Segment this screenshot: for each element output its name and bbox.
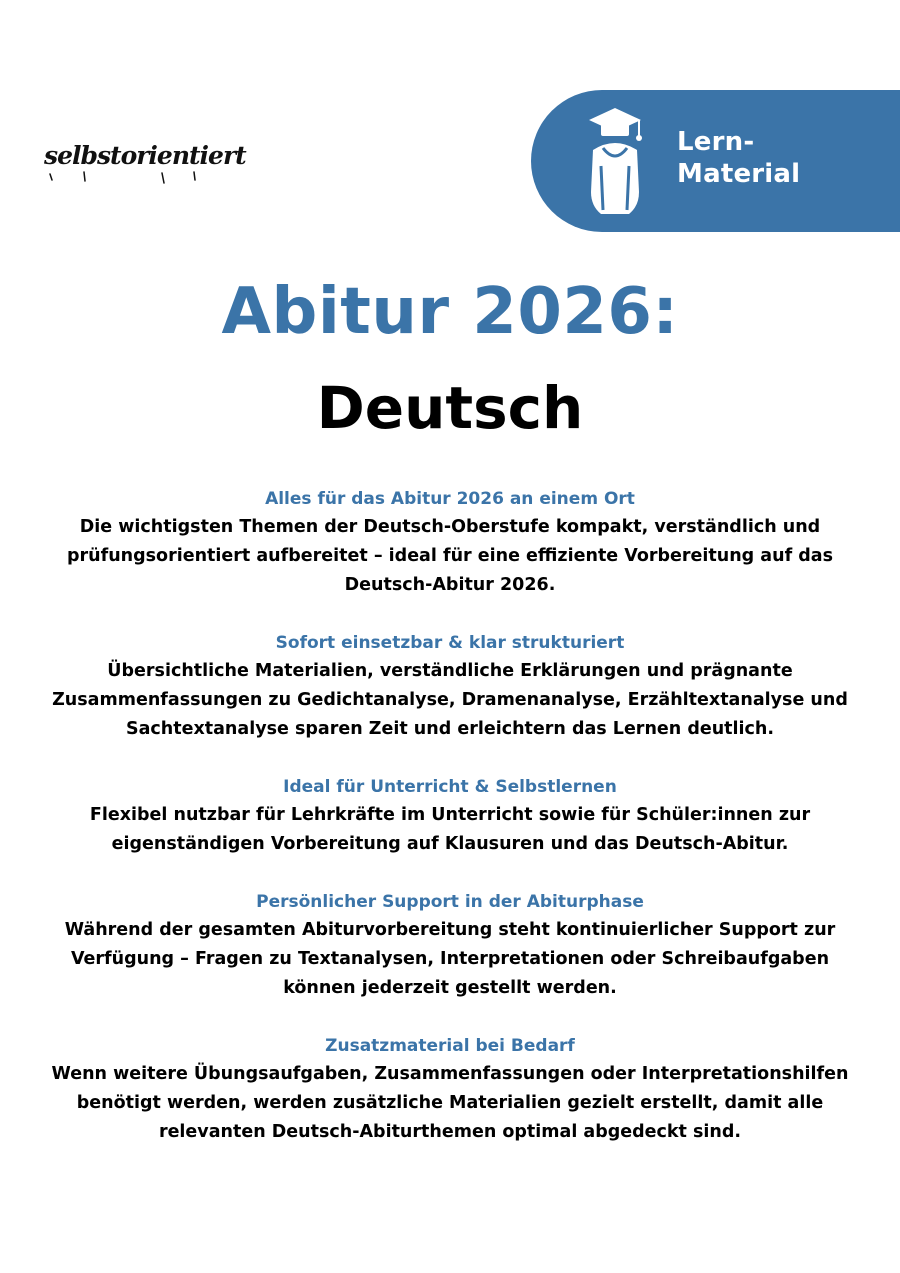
lern-material-badge <box>531 90 900 232</box>
brand-logo-text: selbstorientiert <box>44 141 246 170</box>
feature-section <box>50 773 850 859</box>
section-heading: Ideal für Unterricht & Selbstlernen <box>283 777 617 797</box>
section-body: Flexibel nutzbar für Lehrkräfte im Unterricht sowie für Schüler:innen zur eigenständigen Vorbereitung auf Klausuren und das Deutsch-Abitur. <box>89 805 811 854</box>
feature-section <box>50 888 850 1003</box>
brand-logo <box>44 128 246 188</box>
section-body: Die wichtigsten Themen der Deutsch-Oberstufe kompakt, verständlich und prüfungsorientiert aufbereitet – ideal für eine effiziente Vorbereitung auf das Deutsch-Abitur 2026. <box>66 517 834 595</box>
feature-section <box>50 485 850 600</box>
feature-section <box>40 1032 860 1147</box>
section-heading: Alles für das Abitur 2026 an einem Ort <box>265 489 635 509</box>
badge-label-line2: Material <box>677 159 801 189</box>
feature-section <box>50 629 850 744</box>
section-body: Wenn weitere Übungsaufgaben, Zusammenfassungen oder Interpretationshilfen benötigt werden, werden zusätzliche Materialien gezielt erstellt, damit alle relevanten Deutsch-Abiturthemen optimal abgedeckt sind. <box>51 1064 849 1142</box>
section-heading: Persönlicher Support in der Abiturphase <box>256 892 644 912</box>
section-body: Während der gesamten Abiturvorbereitung steht kontinuierlicher Support zur Verfügung – Fragen zu Textanalysen, Interpretationen oder Schreibaufgaben können jederzeit gestellt werden. <box>64 920 836 998</box>
section-heading: Zusatzmaterial bei Bedarf <box>325 1036 575 1056</box>
page-subtitle: Deutsch <box>316 374 584 442</box>
section-body: Übersichtliche Materialien, verständliche Erklärungen und prägnante Zusammenfassungen zu Gedichtanalyse, Dramenanalyse, Erzähltextanalyse und Sachtextanalyse sparen Zeit und erleichtern das Lernen deutlich. <box>52 661 848 739</box>
graduate-student-icon <box>579 106 651 218</box>
badge-label-line1: Lern- <box>677 127 755 157</box>
page-title: Abitur 2026: <box>221 275 679 349</box>
badge-label <box>677 126 800 190</box>
section-heading: Sofort einsetzbar & klar strukturiert <box>275 633 625 653</box>
